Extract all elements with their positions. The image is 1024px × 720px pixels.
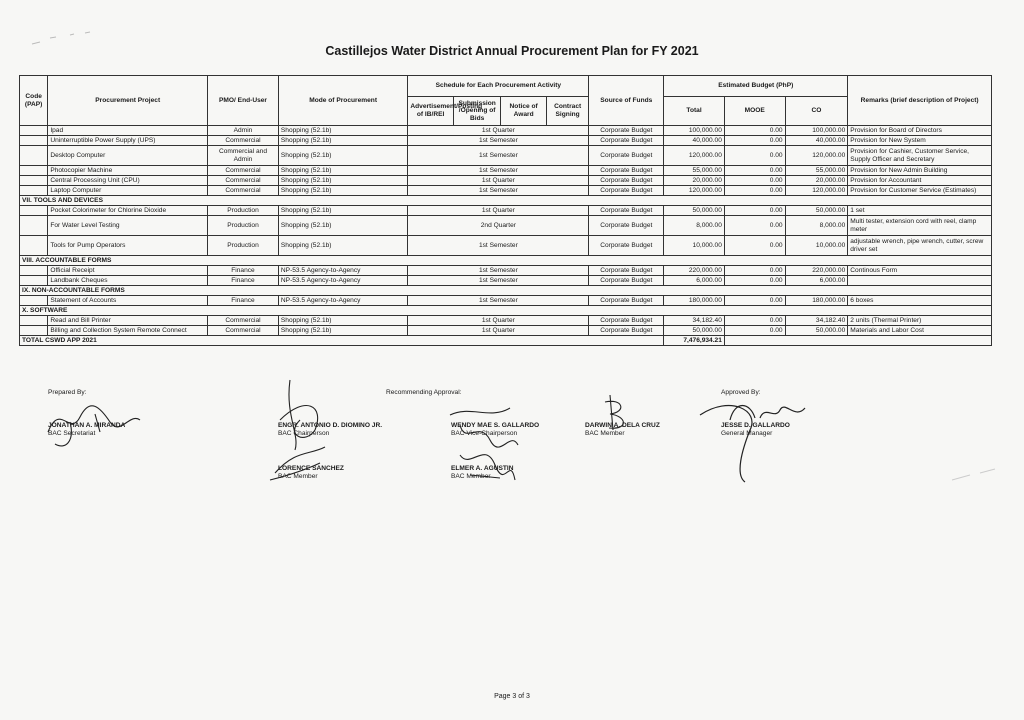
- signature-scribble-jesse-gallardo: [690, 390, 820, 490]
- table-row: [20, 136, 992, 146]
- cell-pmo: Commercial: [208, 186, 279, 196]
- cell-co: 34,182.40: [785, 316, 848, 326]
- cell-mode: Shopping (52.1b): [278, 206, 407, 216]
- cell-code: [20, 276, 48, 286]
- cell-pmo: Commercial: [208, 326, 279, 336]
- signatory-title: General Manager: [721, 430, 773, 438]
- cell-schedule: 1st Semester: [408, 166, 589, 176]
- cell-schedule: 1st Quarter: [408, 126, 589, 136]
- total-row: [20, 336, 992, 346]
- cell-source: Corporate Budget: [589, 186, 664, 196]
- cell-remarks: Materials and Labor Cost: [848, 326, 992, 336]
- table-row: [20, 236, 992, 256]
- table-row: [20, 326, 992, 336]
- header-total: Total: [664, 97, 725, 126]
- cell-total: 8,000.00: [664, 216, 725, 236]
- cell-total: 220,000.00: [664, 266, 725, 276]
- cell-pmo: Production: [208, 206, 279, 216]
- cell-schedule: 1st Semester: [408, 136, 589, 146]
- cell-source: Corporate Budget: [589, 216, 664, 236]
- cell-mooe: 0.00: [724, 206, 785, 216]
- cell-co: 40,000.00: [785, 136, 848, 146]
- signature-scribble-diomino: [255, 375, 350, 490]
- cell-source: Corporate Budget: [589, 206, 664, 216]
- cell-remarks: Provision for Board of Directors: [848, 126, 992, 136]
- cell-co: 55,000.00: [785, 166, 848, 176]
- header-mode: Mode of Procurement: [278, 76, 407, 126]
- cell-project: Desktop Computer: [48, 146, 208, 166]
- cell-mode: Shopping (52.1b): [278, 186, 407, 196]
- cell-total: 180,000.00: [664, 296, 725, 306]
- cell-mode: Shopping (52.1b): [278, 316, 407, 326]
- cell-project: Landbank Cheques: [48, 276, 208, 286]
- cell-schedule: 1st Quarter: [408, 176, 589, 186]
- signature-scribble-miranda: [40, 392, 150, 452]
- header-notice: Notice of Award: [501, 97, 547, 126]
- cell-mooe: 0.00: [724, 176, 785, 186]
- cell-schedule: 1st Quarter: [408, 206, 589, 216]
- section-row: [20, 256, 992, 266]
- cell-mooe: 0.00: [724, 126, 785, 136]
- cell-code: [20, 186, 48, 196]
- cell-mooe: 0.00: [724, 296, 785, 306]
- header-project: Procurement Project: [48, 76, 208, 126]
- cell-source: Corporate Budget: [589, 136, 664, 146]
- cell-pmo: Finance: [208, 276, 279, 286]
- table-body: [20, 126, 992, 346]
- cell-schedule: 1st Semester: [408, 296, 589, 306]
- header-code: Code (PAP): [20, 76, 48, 126]
- cell-remarks: adjustable wrench, pipe wrench, cutter, screw driver set: [848, 236, 992, 256]
- signatory-title: BAC Member: [451, 473, 491, 481]
- approved-by-label: Approved By:: [721, 389, 761, 396]
- cell-mooe: 0.00: [724, 316, 785, 326]
- signatory-title: BAC Vice-Chairperson: [451, 430, 518, 438]
- cell-co: 120,000.00: [785, 186, 848, 196]
- cell-mode: Shopping (52.1b): [278, 176, 407, 186]
- signatory-name: JESSE D. GALLARDO: [721, 422, 790, 429]
- cell-source: Corporate Budget: [589, 236, 664, 256]
- cell-schedule: 1st Semester: [408, 186, 589, 196]
- cell-code: [20, 126, 48, 136]
- section-row: [20, 286, 992, 296]
- signatory-title: BAC Secretariat: [48, 430, 96, 438]
- cell-source: Corporate Budget: [589, 326, 664, 336]
- cell-mode: Shopping (52.1b): [278, 236, 407, 256]
- cell-source: Corporate Budget: [589, 146, 664, 166]
- header-source: Source of Funds: [589, 76, 664, 126]
- cell-pmo: Production: [208, 236, 279, 256]
- cell-remarks: 2 units (Thermal Printer): [848, 316, 992, 326]
- section-row: [20, 306, 992, 316]
- cell-project: Laptop Computer: [48, 186, 208, 196]
- cell-mode: Shopping (52.1b): [278, 216, 407, 236]
- header-co: CO: [785, 97, 848, 126]
- cell-mode: NP-53.5 Agency-to-Agency: [278, 276, 407, 286]
- cell-project: Read and Bill Printer: [48, 316, 208, 326]
- cell-mode: NP-53.5 Agency-to-Agency: [278, 266, 407, 276]
- table-row: [20, 266, 992, 276]
- cell-pmo: Commercial: [208, 316, 279, 326]
- signatory-name: LORENCE SANCHEZ: [278, 465, 344, 472]
- cell-schedule: 1st Semester: [408, 236, 589, 256]
- cell-mode: Shopping (52.1b): [278, 146, 407, 166]
- cell-total: 6,000.00: [664, 276, 725, 286]
- table-row: [20, 206, 992, 216]
- cell-pmo: Finance: [208, 296, 279, 306]
- cell-schedule: 1st Quarter: [408, 326, 589, 336]
- total-label: TOTAL CSWD APP 2021: [20, 336, 664, 346]
- scan-speck-marks: [30, 30, 100, 50]
- header-schedule: Schedule for Each Procurement Activity: [408, 76, 589, 97]
- cell-mooe: 0.00: [724, 266, 785, 276]
- cell-remarks: Provision for Accountant: [848, 176, 992, 186]
- header-contract: Contract Signing: [546, 97, 588, 126]
- header-advertisement: Advertisement/Posting of IB/REI: [408, 97, 454, 126]
- cell-total: 50,000.00: [664, 326, 725, 336]
- cell-code: [20, 266, 48, 276]
- cell-project: Pocket Colorimeter for Chlorine Dioxide: [48, 206, 208, 216]
- cell-code: [20, 166, 48, 176]
- header-remarks: Remarks (brief description of Project): [848, 76, 992, 126]
- cell-schedule: 1st Semester: [408, 146, 589, 166]
- cell-code: [20, 316, 48, 326]
- section-heading: IX. NON-ACCOUNTABLE FORMS: [20, 286, 992, 296]
- cell-schedule: 2nd Quarter: [408, 216, 589, 236]
- cell-remarks: Provision for New Admin Building: [848, 166, 992, 176]
- cell-code: [20, 146, 48, 166]
- cell-total: 20,000.00: [664, 176, 725, 186]
- cell-co: 20,000.00: [785, 176, 848, 186]
- cell-source: Corporate Budget: [589, 126, 664, 136]
- signatory-title: BAC Chairperson: [278, 430, 330, 438]
- cell-remarks: Provision for New System: [848, 136, 992, 146]
- table-row: [20, 216, 992, 236]
- cell-pmo: Finance: [208, 266, 279, 276]
- header-submission: Submission /Opening of Bids: [453, 97, 501, 126]
- cell-source: Corporate Budget: [589, 316, 664, 326]
- section-row: [20, 196, 992, 206]
- cell-mode: Shopping (52.1b): [278, 326, 407, 336]
- cell-project: Central Processing Unit (CPU): [48, 176, 208, 186]
- procurement-plan-table: [19, 75, 992, 346]
- cell-project: Billing and Collection System Remote Connect: [48, 326, 208, 336]
- cell-total: 120,000.00: [664, 186, 725, 196]
- cell-remarks: 6 boxes: [848, 296, 992, 306]
- table-row: [20, 126, 992, 136]
- cell-remarks: 1 set: [848, 206, 992, 216]
- cell-mooe: 0.00: [724, 216, 785, 236]
- document-title: Castillejos Water District Annual Procurement Plan for FY 2021: [325, 44, 699, 58]
- cell-pmo: Commercial and Admin: [208, 146, 279, 166]
- signatory-name: JONATHAN A. MIRANDA: [48, 422, 126, 429]
- cell-mooe: 0.00: [724, 276, 785, 286]
- cell-project: For Water Level Testing: [48, 216, 208, 236]
- cell-co: 100,000.00: [785, 126, 848, 136]
- table-row: [20, 186, 992, 196]
- cell-mode: Shopping (52.1b): [278, 136, 407, 146]
- signatory-name: ELMER A. AGUSTIN: [451, 465, 514, 472]
- section-heading: VII. TOOLS AND DEVICES: [20, 196, 992, 206]
- signatory-name: DARWIN A. DELA CRUZ: [585, 422, 660, 429]
- cell-mode: NP-53.5 Agency-to-Agency: [278, 296, 407, 306]
- cell-mode: Shopping (52.1b): [278, 166, 407, 176]
- cell-remarks: Continous Form: [848, 266, 992, 276]
- cell-co: 50,000.00: [785, 326, 848, 336]
- cell-total: 40,000.00: [664, 136, 725, 146]
- cell-schedule: 1st Semester: [408, 266, 589, 276]
- cell-mooe: 0.00: [724, 236, 785, 256]
- cell-co: 120,000.00: [785, 146, 848, 166]
- signature-scribble-dela-cruz: [595, 390, 635, 440]
- cell-co: 220,000.00: [785, 266, 848, 276]
- signatory-title: BAC Member: [278, 473, 318, 481]
- cell-source: Corporate Budget: [589, 166, 664, 176]
- cell-mooe: 0.00: [724, 166, 785, 176]
- cell-co: 180,000.00: [785, 296, 848, 306]
- cell-remarks: [848, 276, 992, 286]
- cell-source: Corporate Budget: [589, 276, 664, 286]
- total-spacer: [724, 336, 991, 346]
- cell-project: Statement of Accounts: [48, 296, 208, 306]
- cell-source: Corporate Budget: [589, 266, 664, 276]
- cell-project: Uninterruptible Power Supply (UPS): [48, 136, 208, 146]
- page-number: Page 3 of 3: [494, 693, 530, 700]
- cell-code: [20, 236, 48, 256]
- cell-project: Ipad: [48, 126, 208, 136]
- section-heading: X. SOFTWARE: [20, 306, 992, 316]
- cell-total: 120,000.00: [664, 146, 725, 166]
- cell-total: 100,000.00: [664, 126, 725, 136]
- cell-schedule: 1st Quarter: [408, 316, 589, 326]
- table-row: [20, 316, 992, 326]
- cell-remarks: Provision for Customer Service (Estimates): [848, 186, 992, 196]
- section-heading: VIII. ACCOUNTABLE FORMS: [20, 256, 992, 266]
- cell-code: [20, 296, 48, 306]
- cell-mooe: 0.00: [724, 326, 785, 336]
- header-mooe: MOOE: [724, 97, 785, 126]
- cell-mooe: 0.00: [724, 186, 785, 196]
- cell-schedule: 1st Semester: [408, 276, 589, 286]
- table-row: [20, 166, 992, 176]
- cell-source: Corporate Budget: [589, 176, 664, 186]
- prepared-by-label: Prepared By:: [48, 389, 87, 396]
- cell-total: 50,000.00: [664, 206, 725, 216]
- cell-code: [20, 176, 48, 186]
- total-amount: 7,476,934.21: [664, 336, 725, 346]
- table-row: [20, 296, 992, 306]
- cell-code: [20, 326, 48, 336]
- table-row: [20, 146, 992, 166]
- signature-scribble-gallardo-agustin: [440, 400, 530, 490]
- cell-code: [20, 136, 48, 146]
- cell-pmo: Admin: [208, 126, 279, 136]
- cell-code: [20, 206, 48, 216]
- cell-co: 6,000.00: [785, 276, 848, 286]
- cell-pmo: Commercial: [208, 166, 279, 176]
- table-row: [20, 276, 992, 286]
- cell-pmo: Commercial: [208, 136, 279, 146]
- cell-mooe: 0.00: [724, 146, 785, 166]
- cell-project: Official Receipt: [48, 266, 208, 276]
- header-budget: Estimated Budget (PhP): [664, 76, 848, 97]
- cell-source: Corporate Budget: [589, 296, 664, 306]
- cell-pmo: Production: [208, 216, 279, 236]
- cell-total: 55,000.00: [664, 166, 725, 176]
- cell-code: [20, 216, 48, 236]
- cell-project: Tools for Pump Operators: [48, 236, 208, 256]
- cell-project: Photocopier Machine: [48, 166, 208, 176]
- signatory-name: WENDY MAE S. GALLARDO: [451, 422, 540, 429]
- cell-total: 10,000.00: [664, 236, 725, 256]
- recommending-approval-label: Recommending Approval:: [386, 389, 462, 396]
- cell-mode: Shopping (52.1b): [278, 126, 407, 136]
- scan-speck-marks: [950, 465, 1000, 485]
- cell-co: 8,000.00: [785, 216, 848, 236]
- cell-remarks: Multi tester, extension cord with reel, clamp meter: [848, 216, 992, 236]
- cell-total: 34,182.40: [664, 316, 725, 326]
- table-header: [20, 76, 992, 126]
- signatory-name: ENGR. ANTONIO D. DIOMINO JR.: [278, 422, 383, 429]
- cell-pmo: Commercial: [208, 176, 279, 186]
- signatory-title: BAC Member: [585, 430, 625, 438]
- table-row: [20, 176, 992, 186]
- cell-co: 10,000.00: [785, 236, 848, 256]
- cell-co: 50,000.00: [785, 206, 848, 216]
- cell-mooe: 0.00: [724, 136, 785, 146]
- cell-remarks: Provision for Cashier, Customer Service, Supply Officer and Secretary: [848, 146, 992, 166]
- header-pmo: PMO/ End-User: [208, 76, 279, 126]
